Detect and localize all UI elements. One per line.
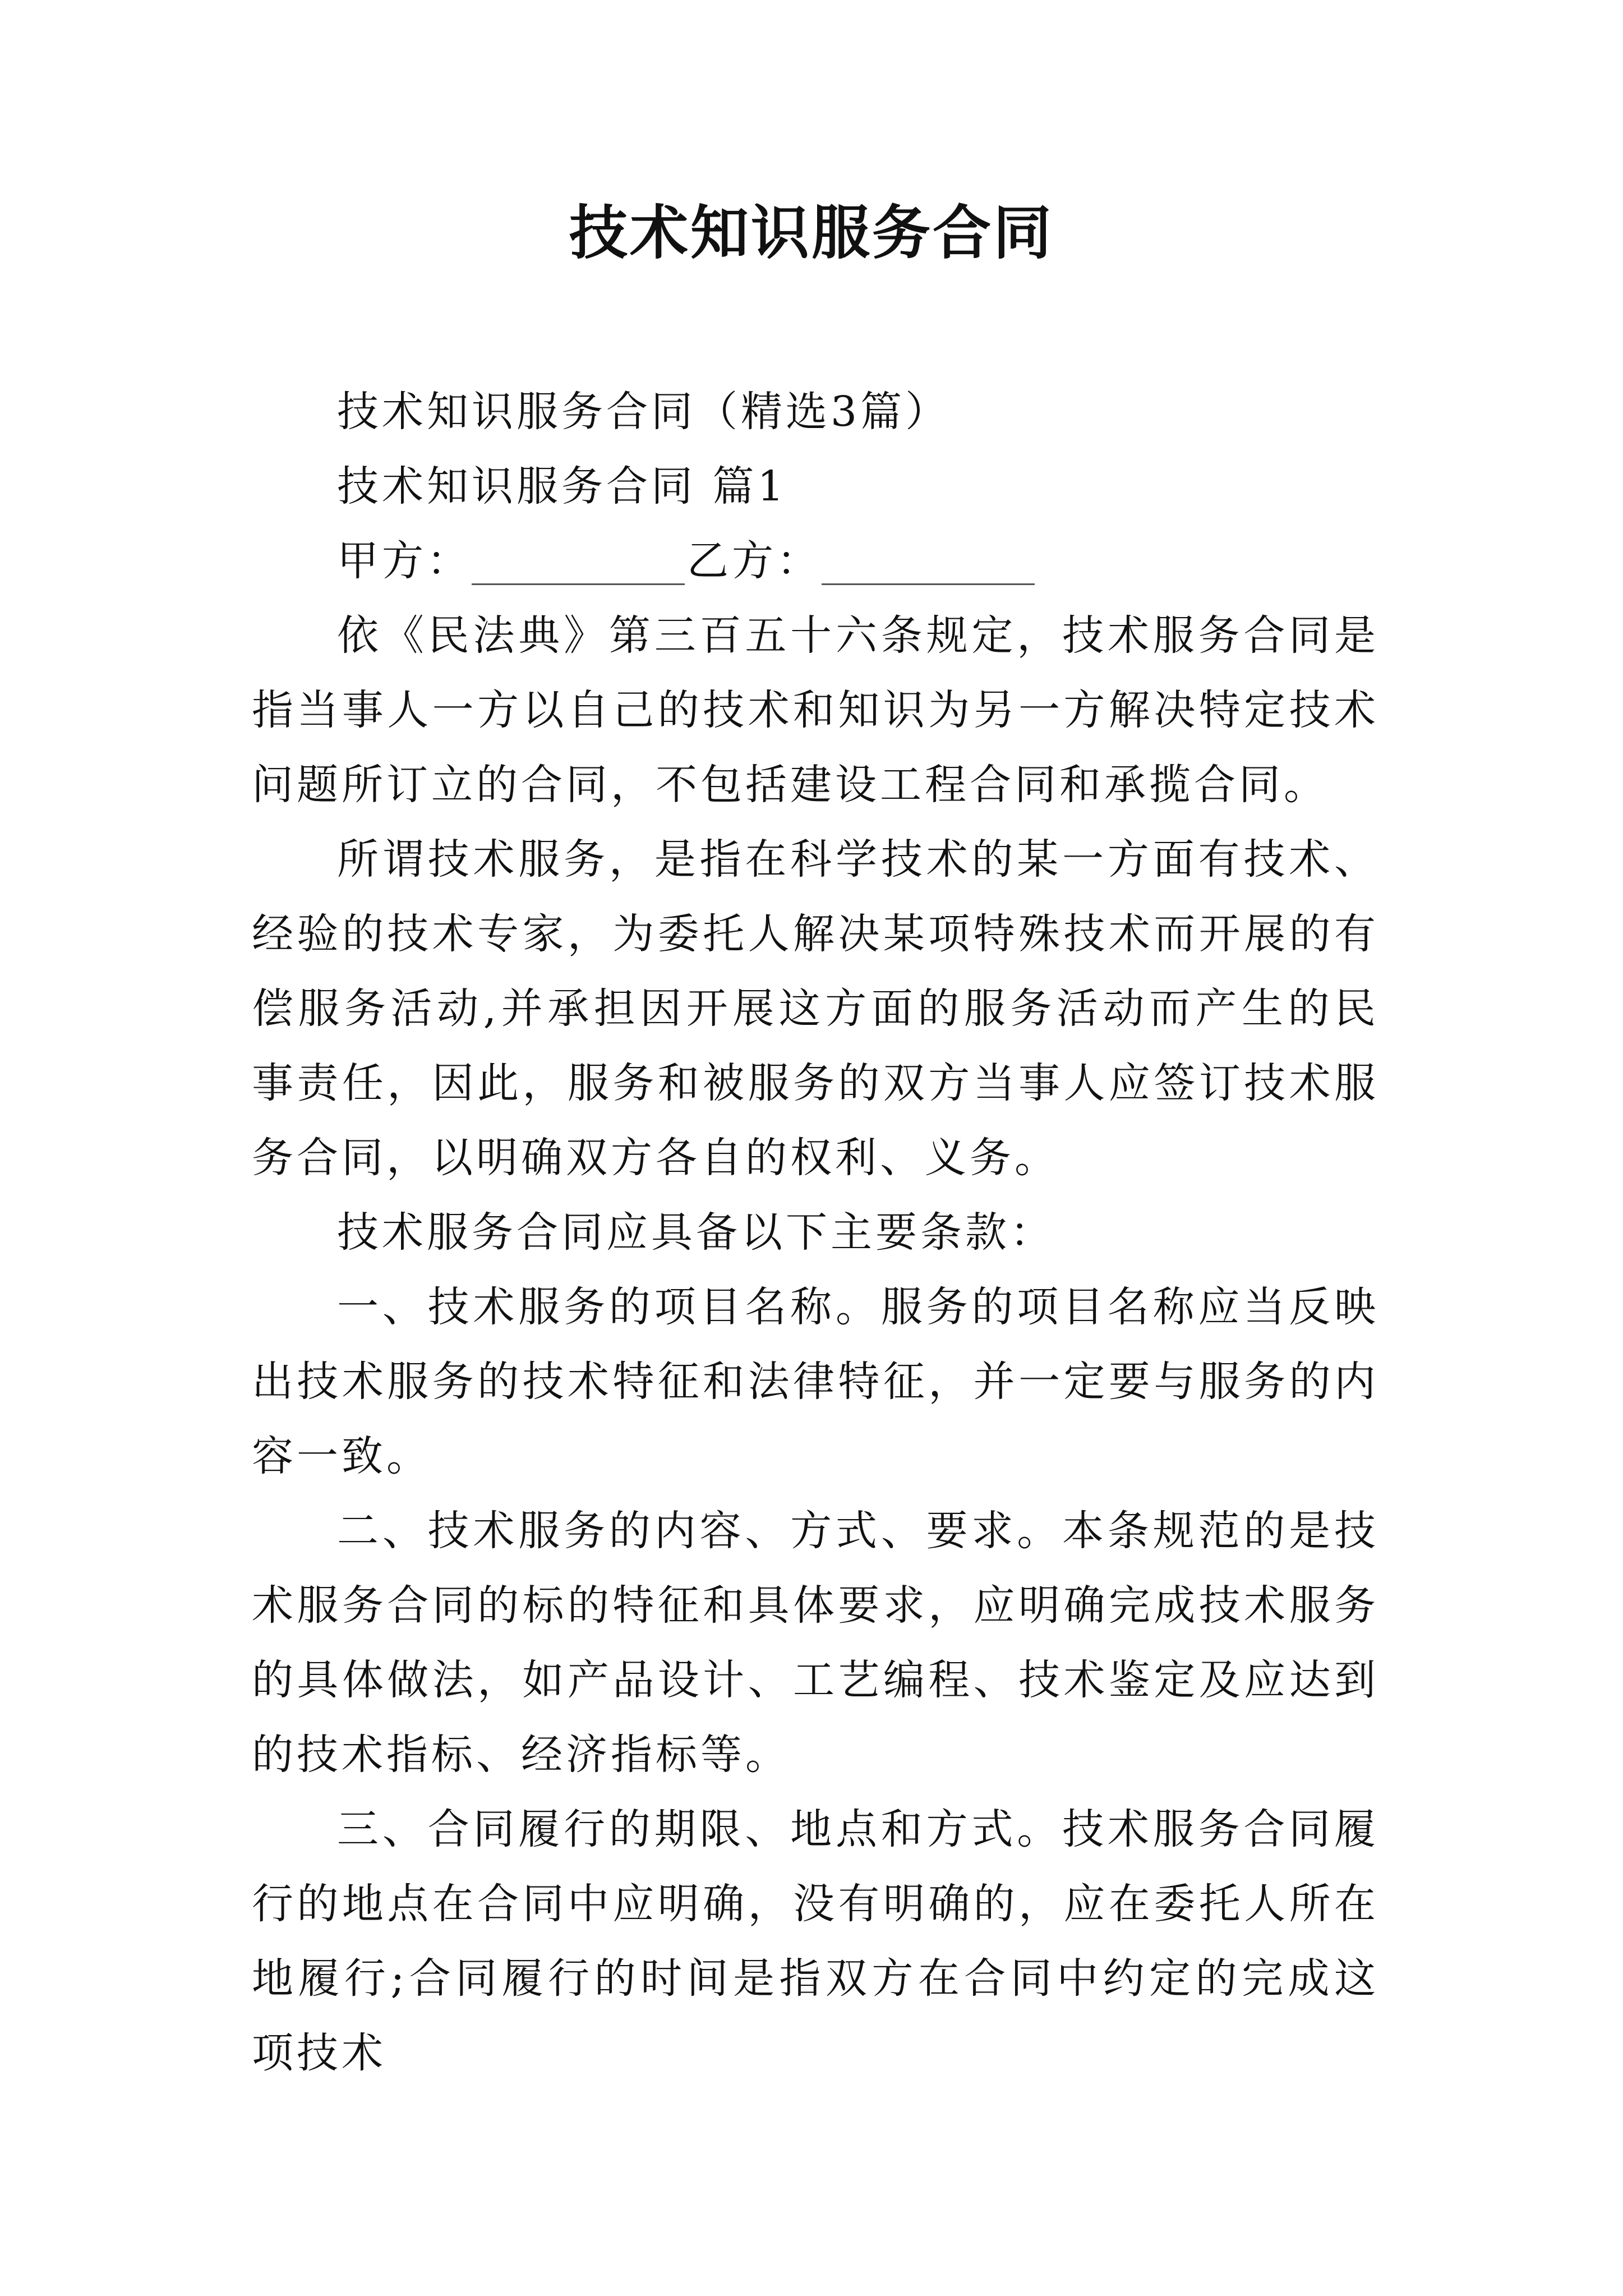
paragraph-main-clauses: 技术服务合同应具备以下主要条款： xyxy=(337,1208,1055,1257)
party-b-blank xyxy=(822,539,1035,585)
party-b-label: 乙方： xyxy=(687,537,822,585)
document-title: 技术知识服务合同 xyxy=(569,198,1054,267)
clause-2-content: 二、技术服务的内容、方式、要求。本条规范的是技术服务合同的标的特征和具体要求，应明确完成技术服务的具体做法，如产品设计、工艺编程、技术鉴定及应达到的技术指标、经济指标等。 xyxy=(252,1507,1379,1779)
section-heading: 技术知识服务合同 篇1 xyxy=(337,462,787,510)
document-subtitle: 技术知识服务合同（精选3篇） xyxy=(337,388,951,436)
document-body xyxy=(252,375,1379,2091)
paragraph-definition: 依《民法典》第三百五十六条规定，技术服务合同是指当事人一方以自己的技术和知识为另一方解决特定技术问题所订立的合同，不包括建设工程合同和承揽合同。 xyxy=(252,611,1379,809)
clause-1-project-name: 一、技术服务的项目名称。服务的项目名称应当反映出技术服务的技术特征和法律特征，并一定要与服务的内容一致。 xyxy=(252,1283,1379,1480)
clause-3-performance: 三、合同履行的期限、地点和方式。技术服务合同履行的地点在合同中应明确，没有明确的，应在委托人所在地履行;合同履行的时间是指双方在合同中约定的完成这项技术 xyxy=(252,1805,1379,2077)
paragraph-technical-service: 所谓技术服务，是指在科学技术的某一方面有技术、经验的技术专家，为委托人解决某项特殊技术而开展的有偿服务活动,并承担因开展这方面的服务活动而产生的民事责任，因此，服务和被服务的双方当事人应签订技术服务合同，以明确双方各自的权利、义务。 xyxy=(252,835,1379,1182)
party-a-blank xyxy=(472,539,685,585)
parties-line xyxy=(252,524,1379,599)
party-a-label: 甲方： xyxy=(337,537,472,585)
